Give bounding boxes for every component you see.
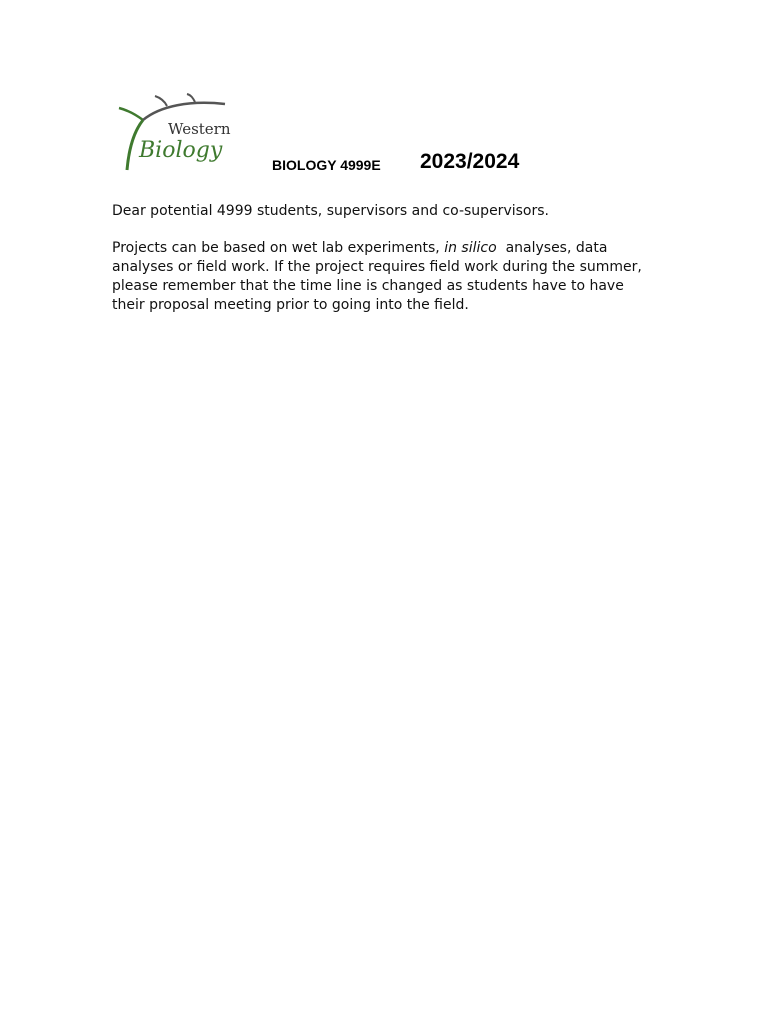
- logo-biology-text: Biology: [139, 138, 223, 163]
- paragraph-text-end: analyses, data analyses or field work. If the project requires field work during the summer, please remember that the time line is changed as students have to have their proposal meeting prior to going into the field.: [112, 240, 647, 313]
- paragraph-italic-term: in silico: [444, 240, 497, 256]
- paragraph-text-start: Projects can be based on wet lab experiments,: [112, 240, 445, 256]
- course-code: BIOLOGY 4999E: [272, 157, 381, 173]
- salutation: Dear potential 4999 students, supervisors and co-supervisors.: [112, 203, 549, 219]
- western-biology-logo: [115, 92, 240, 172]
- projects-paragraph: [112, 239, 652, 315]
- academic-year: 2023/2024: [420, 150, 520, 173]
- logo-western-text: Western: [168, 120, 231, 138]
